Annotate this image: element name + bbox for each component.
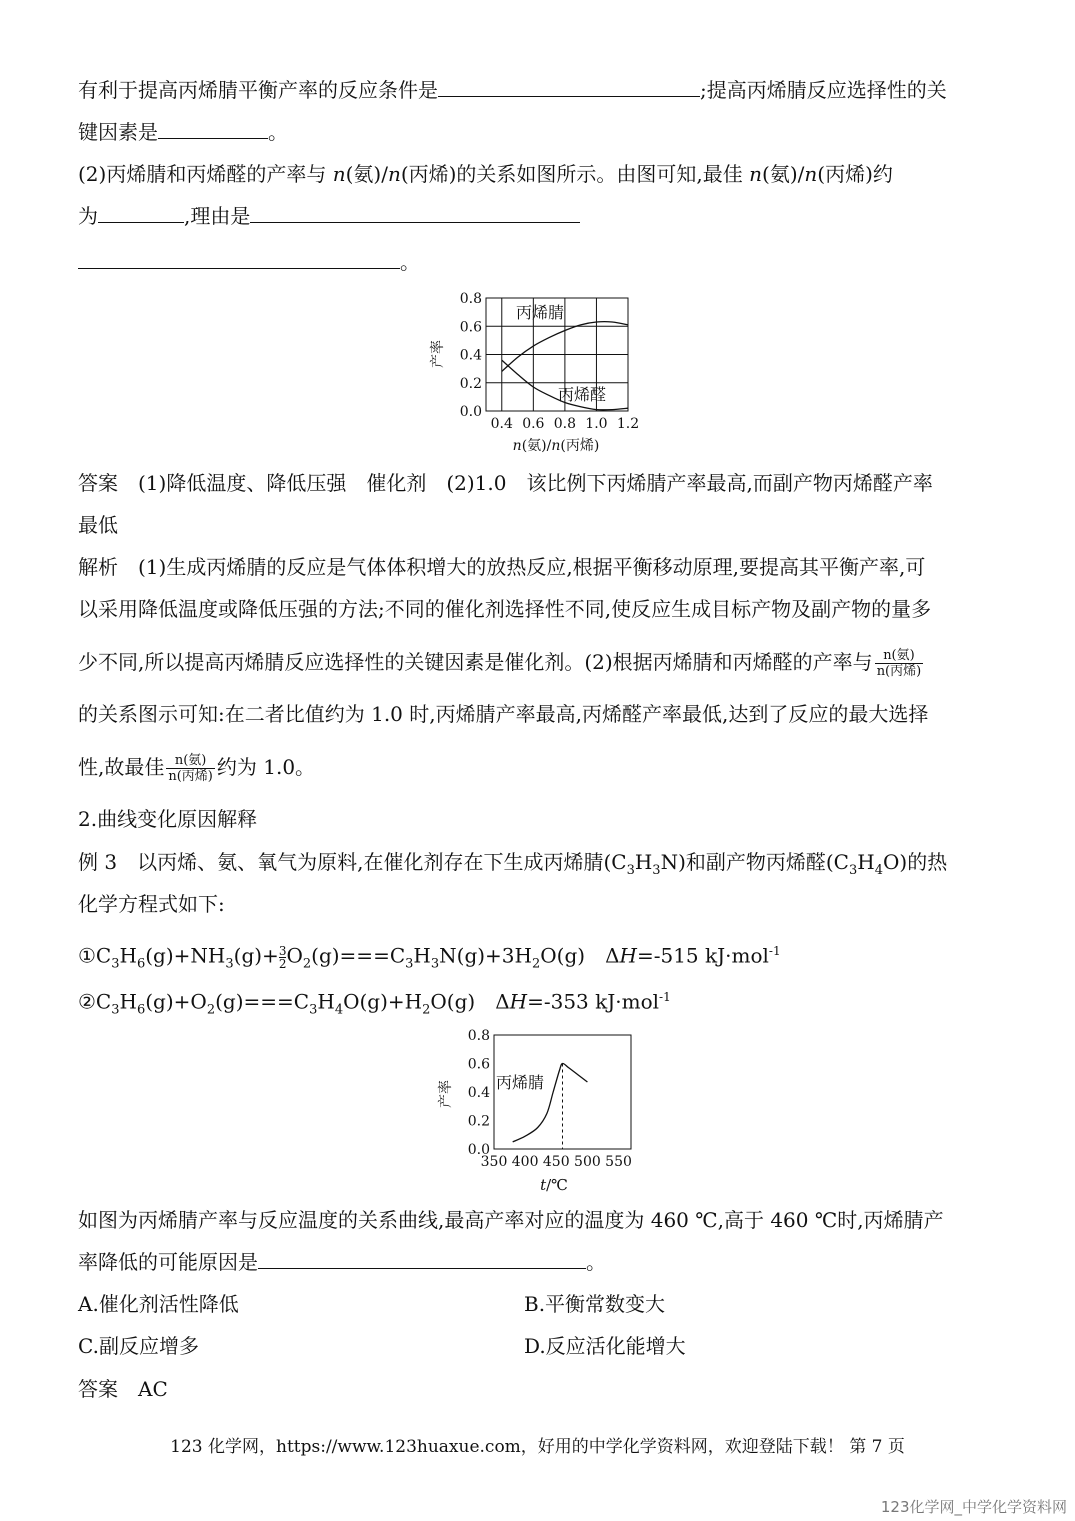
x-tick-label: 0.6 <box>522 416 545 432</box>
subscript: 4 <box>874 863 884 878</box>
x-tick-label: 1.0 <box>585 416 608 432</box>
y-tick-label: 0.0 <box>459 404 482 420</box>
example3-line1 <box>78 848 947 885</box>
n-symbol: n <box>804 162 818 186</box>
n-symbol: n <box>332 162 346 186</box>
q1-text: 有利于提高丙烯腈平衡产率的反应条件是 <box>78 78 438 102</box>
answer-blank[interactable] <box>438 76 700 97</box>
analysis-label: 解析 <box>78 555 118 579</box>
answer-text: AC <box>138 1377 168 1401</box>
x-tick-label: 450 <box>542 1154 570 1170</box>
n-symbol: n <box>387 162 401 186</box>
x-tick-label: 1.2 <box>616 416 640 432</box>
q2-line2 <box>78 202 580 230</box>
series-label-acrolein: 丙烯醛 <box>558 385 607 404</box>
equation-2: $②C_3H_6(g)+O_2(g)===C_3H_4O(g)+H_2O(g)$ ΔH=-353 kJ·mol$^{-1}$ <box>78 989 671 1018</box>
example-text: 以丙烯、氨、氧气为原料,在催化剂存在下生成丙烯腈(C <box>137 850 627 874</box>
n-symbol: n <box>749 162 763 186</box>
q3-answer <box>78 1375 168 1403</box>
q3-line2 <box>78 1248 606 1276</box>
x-axis-label: n(氨)/n(丙烯) <box>512 438 600 454</box>
q2-text: (丙烯)的关系如图所示。由图可知,最佳 <box>400 162 743 186</box>
y-tick-label: 0.4 <box>467 1085 490 1101</box>
x-tick-label: 350 <box>480 1154 508 1170</box>
series-label-acrylonitrile: 丙烯腈 <box>516 303 565 322</box>
q2-text: 。 <box>400 250 420 274</box>
y-tick-label: 0.6 <box>467 1056 490 1073</box>
answer-blank[interactable] <box>158 118 268 139</box>
q3-text: 。 <box>586 1250 606 1274</box>
y-tick-label: 0.2 <box>459 375 482 392</box>
option-b[interactable]: B.平衡常数变大 <box>524 1292 666 1316</box>
answer-blank[interactable] <box>258 1248 586 1269</box>
example-text: H <box>857 850 875 874</box>
y-tick-label: 0.6 <box>459 319 482 336</box>
option-d[interactable]: D.反应活化能增大 <box>524 1334 686 1358</box>
answer-blank[interactable] <box>250 202 580 223</box>
example-text: O)的热 <box>883 850 948 874</box>
q3-text: 率降低的可能原因是 <box>78 1250 258 1274</box>
example-text: N)和副产物丙烯醛(C <box>660 850 849 874</box>
option-c[interactable]: C.副反应增多 <box>78 1334 199 1358</box>
q2-text: 为 <box>78 204 98 228</box>
analysis-text: 少不同,所以提高丙烯腈反应选择性的关键因素是催化剂。(2)根据丙烯腈和丙烯醛的产率与 <box>78 650 873 674</box>
chart-yield-vs-ratio <box>428 288 648 458</box>
series-label-acrylonitrile: 丙烯腈 <box>496 1073 545 1092</box>
analysis-text: 约为 1.0。 <box>216 755 316 779</box>
subscript: 3 <box>849 863 858 878</box>
x-tick-label: 0.8 <box>553 416 577 432</box>
answer-blank[interactable] <box>78 248 400 269</box>
x-tick-label: 400 <box>511 1154 539 1170</box>
y-tick-label: 0.8 <box>459 291 482 307</box>
analysis-text: 以采用降低温度或降低压强的方法;不同的催化剂选择性不同,使反应生成目标产物及副产物的量多 <box>78 597 932 621</box>
y-tick-label: 0.4 <box>459 347 482 364</box>
answer1-line1 <box>78 469 933 497</box>
y-tick-label: 0.8 <box>467 1028 490 1044</box>
q1-line1 <box>78 76 947 104</box>
analysis-line3 <box>78 648 925 679</box>
section-title-text: 2.曲线变化原因解释 <box>78 807 258 831</box>
q1-text: 键因素是 <box>78 120 158 144</box>
q2-text: (氨)/ <box>345 162 388 186</box>
q2-text: (丙烯)约 <box>817 162 893 186</box>
answer-label: 答案 <box>78 1377 118 1401</box>
example3-line2 <box>78 890 225 918</box>
option-a[interactable]: A.催化剂活性降低 <box>78 1292 239 1316</box>
x-tick-label: 0.4 <box>490 416 513 432</box>
q2-text: (2)丙烯腈和丙烯醛的产率与 <box>78 162 327 186</box>
coefficient-fraction: $\frac{3}{2}$ <box>278 943 287 971</box>
analysis-text: (1)生成丙烯腈的反应是气体体积增大的放热反应,根据平衡移动原理,要提高其平衡产率,可 <box>138 555 926 579</box>
chart-yield-vs-temperature <box>428 1024 648 1196</box>
section-title <box>78 805 257 833</box>
q1-text: 。 <box>268 120 288 144</box>
q2-line3 <box>78 248 420 276</box>
example-text: H <box>634 850 653 874</box>
equation-1: $①C_3H_6(g)+NH_3(g)+$ $\frac{3}{2}$ $O_2(g)===C_3H_3N(g)+3H_2O(g)$ ΔH=-515 kJ·mol$^{-1}$ <box>78 943 781 972</box>
subscript: 3 <box>652 863 661 878</box>
answer-blank[interactable] <box>98 202 184 223</box>
y-tick-label: 0.2 <box>467 1113 490 1130</box>
q3-line1 <box>78 1206 944 1234</box>
y-axis-label: 产率 <box>430 340 446 368</box>
q2-text: (氨)/ <box>762 162 805 186</box>
analysis-line5 <box>78 753 315 784</box>
x-axis-label: t/℃ <box>540 1176 568 1194</box>
q3-text: 如图为丙烯腈产率与反应温度的关系曲线,最高产率对应的温度为 460 ℃,高于 460 ℃时,丙烯腈产 <box>78 1208 944 1232</box>
example-label: 例 3 <box>78 850 118 874</box>
y-axis-label: 产率 <box>438 1080 454 1108</box>
q2-line1 <box>78 160 893 188</box>
answer-text: (1)降低温度、降低压强 催化剂 (2)1.0 该比例下丙烯腈产率最高,而副产物丙烯醛产率 <box>138 471 933 495</box>
example-text: 化学方程式如下: <box>78 892 225 916</box>
answer-text: 最低 <box>78 513 118 537</box>
analysis-line2 <box>78 595 931 623</box>
subscript: 3 <box>626 863 635 878</box>
q1-line2 <box>78 118 288 146</box>
ratio-fraction: $\frac{\text{n(氨)}}{\text{n(丙烯)}}$ <box>168 753 213 784</box>
ratio-fraction: $\frac{\text{n(氨)}}{\text{n(丙烯)}}$ <box>876 648 922 679</box>
q2-text: ,理由是 <box>184 204 251 228</box>
x-tick-label: 500 <box>574 1154 601 1170</box>
analysis-text: 性,故最佳 <box>78 755 165 779</box>
answer-label: 答案 <box>78 471 118 495</box>
y-tick-label: 0.0 <box>467 1142 490 1158</box>
answer1-line2 <box>78 511 118 539</box>
x-tick-label: 550 <box>605 1154 632 1170</box>
watermark: 123化学网_中学化学资料网 <box>880 1498 1067 1516</box>
analysis-line1 <box>78 553 925 581</box>
analysis-text: 的关系图示可知:在二者比值约为 1.0 时,丙烯腈产率最高,丙烯醛产率最低,达到了反应的最大选择 <box>78 702 929 726</box>
analysis-line4 <box>78 700 928 728</box>
page-footer: 123 化学网，https://www.123huaxue.com，好用的中学化学资料网，欢迎登陆下载！ 第 7 页 <box>170 1437 905 1457</box>
q1-text: ;提高丙烯腈反应选择性的关 <box>700 78 947 102</box>
